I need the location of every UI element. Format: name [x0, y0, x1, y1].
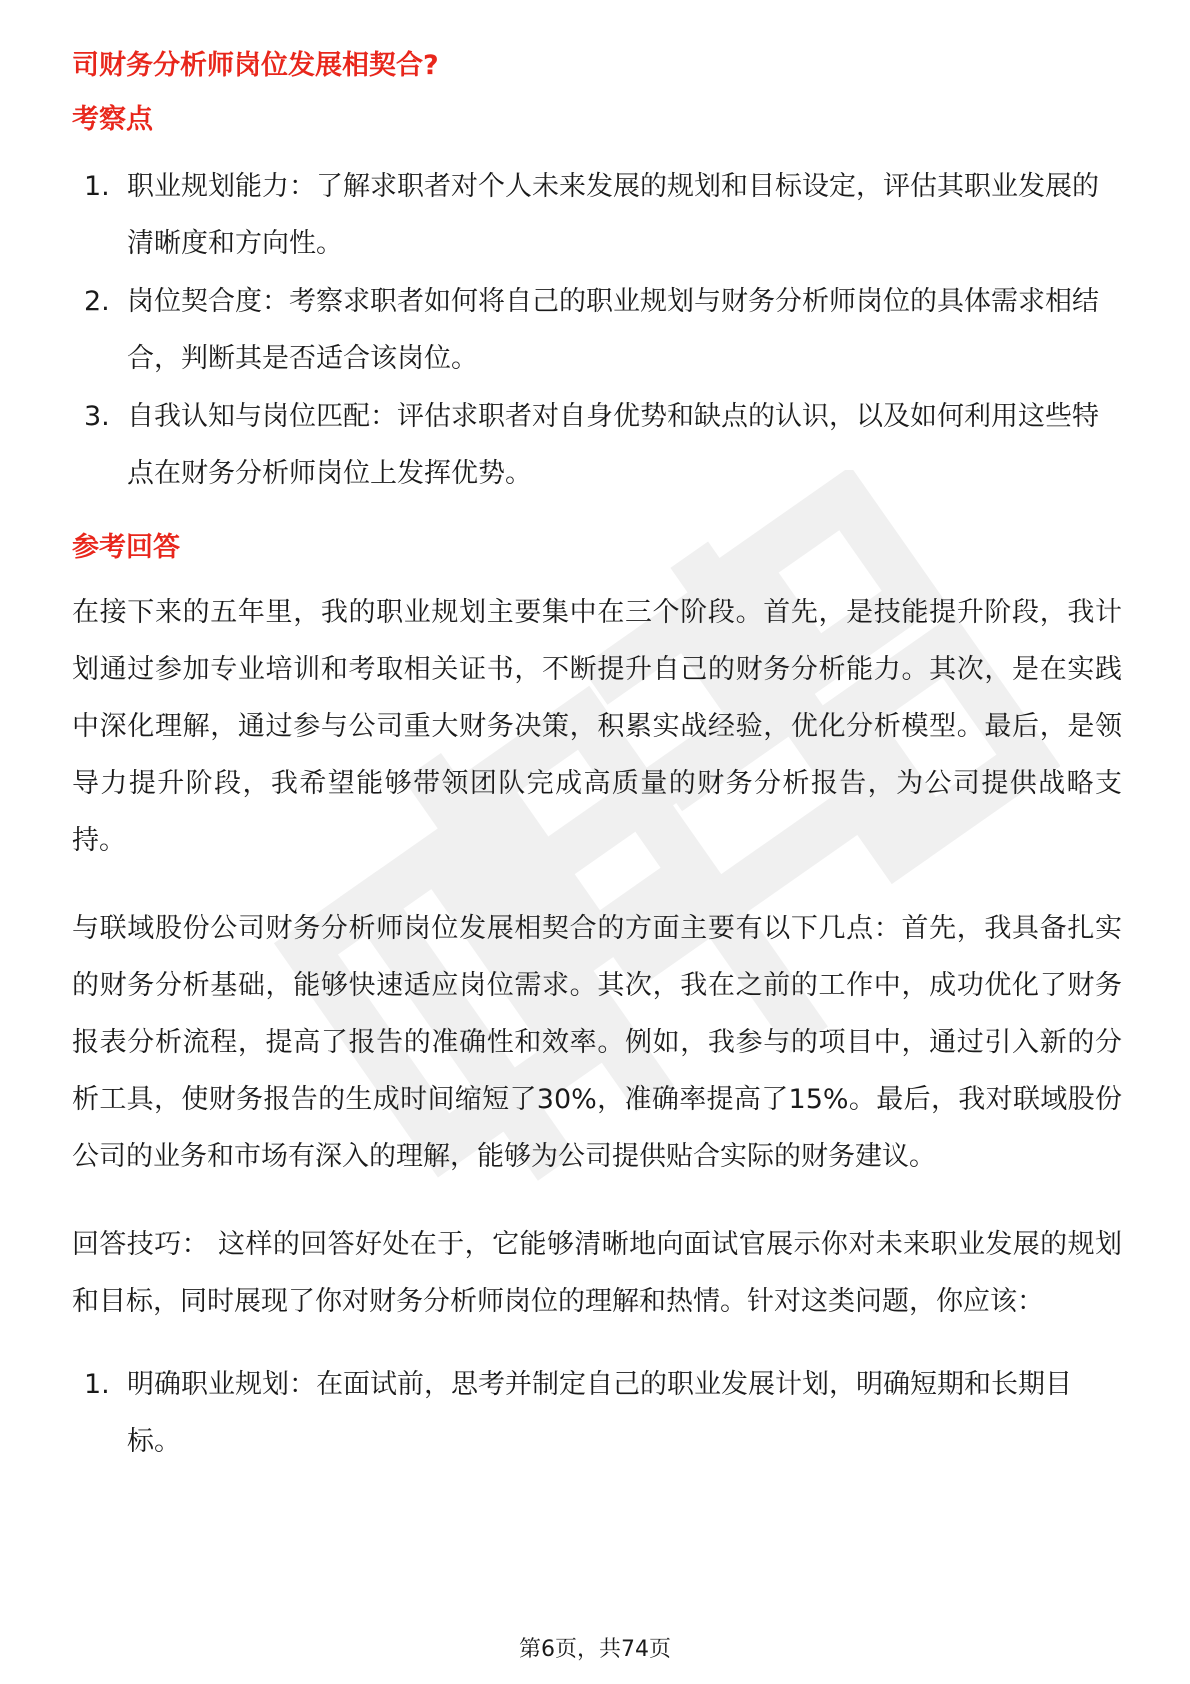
answer-tips-paragraph: 回答技巧： 这样的回答好处在于，它能够清晰地向面试官展示你对未来职业发展的规划和目标，同时展现了你对财务分析师岗位的理解和热情。针对这类问题，你应该： — [72, 1229, 1122, 1317]
answer-paragraph: 在接下来的五年里，我的职业规划主要集中在三个阶段。首先，是技能提升阶段，我计划通过参加专业培训和考取相关证书，不断提升自己的财务分析能力。其次，是在实践中深化理解，通过参与公司重大财务决策，积累实战经验，优化分析模型。最后，是领导力提升阶段，我希望能够带领团队完成高质量的财务分析报告，为公司提供战略支持。 — [72, 597, 1122, 856]
answer-paragraph: 与联域股份公司财务分析师岗位发展相契合的方面主要有以下几点：首先，我具备扎实的财务分析基础，能够快速适应岗位需求。其次，我在之前的工作中，成功优化了财务报表分析流程，提高了报告的准确性和效率。例如，我参与的项目中，通过引入新的分析工具，使财务报告的生成时间缩短了30%，准确率提高了15%。最后，我对联域股份公司的业务和市场有深入的理解，能够为公司提供贴合实际的财务建议。 — [72, 913, 1122, 1172]
assessment-heading: 考察点 — [72, 104, 153, 135]
tips-item — [72, 1356, 1122, 1470]
list-number: 1. — [84, 171, 110, 202]
assessment-item — [72, 158, 1122, 272]
assessment-item-text: 岗位契合度：考察求职者如何将自己的职业规划与财务分析师岗位的具体需求相结合，判断其是否适合该岗位。 — [127, 286, 1099, 374]
document-content — [72, 46, 1122, 1470]
assessment-item-text: 职业规划能力：了解求职者对个人未来发展的规划和目标设定，评估其职业发展的清晰度和方向性。 — [127, 171, 1099, 259]
tips-list — [72, 1356, 1122, 1470]
reference-answer-heading: 参考回答 — [72, 532, 180, 563]
tips-item-text: 明确职业规划：在面试前，思考并制定自己的职业发展计划，明确短期和长期目标。 — [127, 1369, 1072, 1457]
question-title: 司财务分析师岗位发展相契合? — [72, 50, 439, 81]
page-footer: 第6页，共74页 — [519, 1637, 671, 1662]
assessment-item — [72, 388, 1122, 502]
list-number: 2. — [84, 286, 110, 317]
assessment-item-text: 自我认知与岗位匹配：评估求职者对自身优势和缺点的认识，以及如何利用这些特点在财务分析师岗位上发挥优势。 — [127, 401, 1099, 489]
assessment-list — [72, 158, 1122, 502]
list-number: 3. — [84, 401, 110, 432]
assessment-item — [72, 273, 1122, 387]
list-number: 1. — [84, 1369, 110, 1400]
